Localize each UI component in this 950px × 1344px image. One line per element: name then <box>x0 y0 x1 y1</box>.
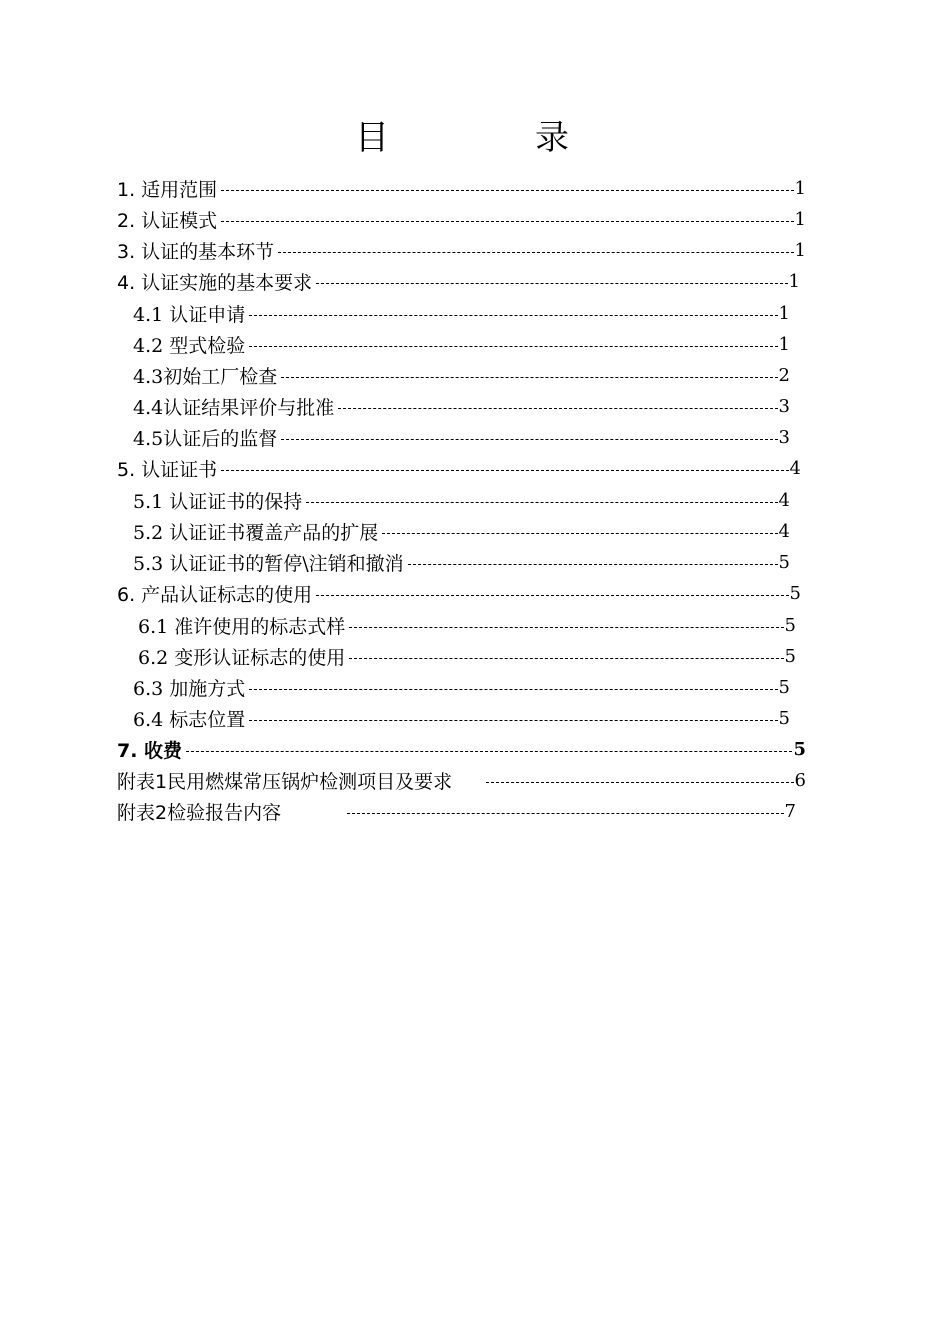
toc-entry[interactable] <box>117 734 806 765</box>
toc-dot-leader <box>249 719 777 721</box>
toc-entry-label: 5.2 认证证书覆盖产品的扩展 <box>133 522 379 544</box>
toc-entry-page-number: 1 <box>788 271 800 292</box>
toc-entry[interactable] <box>138 641 796 672</box>
toc-entry[interactable] <box>133 547 790 578</box>
toc-entry-label: 4. 认证实施的基本要求 <box>117 272 313 294</box>
toc-entry-label: 5. 认证证书 <box>117 459 218 481</box>
toc-dot-leader <box>221 469 788 471</box>
toc-dot-leader <box>486 781 793 783</box>
toc-entry-page-number: 5 <box>784 615 796 636</box>
toc-dot-leader <box>306 501 777 503</box>
toc-entry[interactable] <box>117 204 806 235</box>
toc-dot-leader <box>249 345 777 347</box>
toc-entry[interactable] <box>133 298 790 329</box>
toc-entry-label: 6. 产品认证标志的使用 <box>117 584 313 606</box>
toc-entry[interactable] <box>117 266 800 297</box>
toc-entry-label: 4.5认证后的监督 <box>133 428 278 450</box>
toc-entry-page-number: 5 <box>784 646 796 667</box>
toc-entry-label: 4.1 认证申请 <box>133 304 246 326</box>
toc-entry-page-number: 7 <box>784 801 796 822</box>
toc-entry-label: 6.2 变形认证标志的使用 <box>138 647 346 669</box>
toc-dot-leader <box>278 251 793 253</box>
toc-entry-page-number: 1 <box>778 303 790 324</box>
toc-entry[interactable] <box>133 391 790 422</box>
toc-entry-page-number: 1 <box>778 334 790 355</box>
toc-entry-page-number: 5 <box>778 552 790 573</box>
toc-dot-leader <box>221 189 793 191</box>
toc-entry[interactable] <box>117 235 806 266</box>
toc-dot-leader <box>382 532 777 534</box>
toc-entry[interactable] <box>133 329 790 360</box>
toc-dot-leader <box>349 626 783 628</box>
toc-dot-leader <box>338 407 777 409</box>
toc-entry[interactable] <box>133 485 790 516</box>
toc-entry[interactable] <box>117 578 801 609</box>
toc-dot-leader <box>316 594 788 596</box>
toc-entry-label: 4.4认证结果评价与批准 <box>133 397 335 419</box>
toc-entry[interactable] <box>117 453 801 484</box>
toc-entry-page-number: 2 <box>778 365 790 386</box>
toc-entry-page-number: 5 <box>793 739 806 760</box>
toc-entry-page-number: 4 <box>778 490 790 511</box>
toc-entry[interactable] <box>133 360 790 391</box>
toc-dot-leader <box>249 688 777 690</box>
toc-entry[interactable] <box>138 610 796 641</box>
toc-entry-label: 6.1 准许使用的标志式样 <box>138 616 346 638</box>
toc-dot-leader <box>281 376 777 378</box>
toc-entry[interactable] <box>133 422 790 453</box>
toc-dot-leader <box>186 750 792 752</box>
toc-entry-page-number: 3 <box>778 396 790 417</box>
toc-entry-label: 附表2检验报告内容 <box>117 802 282 824</box>
toc-dot-leader <box>249 314 777 316</box>
toc-entry-page-number: 5 <box>778 708 790 729</box>
toc-dot-leader <box>221 220 793 222</box>
toc-entry-label: 附表1民用燃煤常压锅炉检测项目及要求 <box>117 771 453 793</box>
toc-entry-label: 5.3 认证证书的暂停\注销和撤消 <box>133 553 404 575</box>
toc-dot-leader <box>347 812 783 814</box>
toc-entry-page-number: 3 <box>778 427 790 448</box>
toc-entry[interactable] <box>117 173 806 204</box>
toc-entry-label: 5.1 认证证书的保持 <box>133 491 303 513</box>
toc-dot-leader <box>281 438 777 440</box>
toc-entry[interactable] <box>133 516 790 547</box>
toc-dot-leader <box>408 563 778 565</box>
toc-entry-label: 6.3 加施方式 <box>133 678 246 700</box>
toc-entry-label: 6.4 标志位置 <box>133 709 246 731</box>
toc-entry[interactable] <box>133 672 790 703</box>
toc-dot-leader <box>316 282 787 284</box>
toc-entry-page-number: 5 <box>778 677 790 698</box>
toc-entry[interactable] <box>117 765 806 796</box>
toc-entry-label: 3. 认证的基本环节 <box>117 241 275 263</box>
toc-entry-label: 4.2 型式检验 <box>133 335 246 357</box>
toc-entry-page-number: 1 <box>794 209 806 230</box>
toc-entry-page-number: 1 <box>794 240 806 261</box>
toc-entry-page-number: 1 <box>794 178 806 199</box>
toc-entry[interactable] <box>117 796 796 827</box>
toc-entry-page-number: 4 <box>789 458 801 479</box>
toc-entry[interactable] <box>133 703 790 734</box>
toc-entry-label: 7. 收费 <box>117 740 183 762</box>
toc-entry-page-number: 4 <box>778 521 790 542</box>
page-title: 目 录 <box>355 118 625 158</box>
toc-entry-label: 2. 认证模式 <box>117 210 218 232</box>
toc-entry-page-number: 6 <box>794 770 806 791</box>
toc-entry-label: 4.3初始工厂检查 <box>133 366 278 388</box>
toc-entry-label: 1. 适用范围 <box>117 179 218 201</box>
toc-dot-leader <box>349 657 783 659</box>
toc-entry-page-number: 5 <box>789 583 801 604</box>
